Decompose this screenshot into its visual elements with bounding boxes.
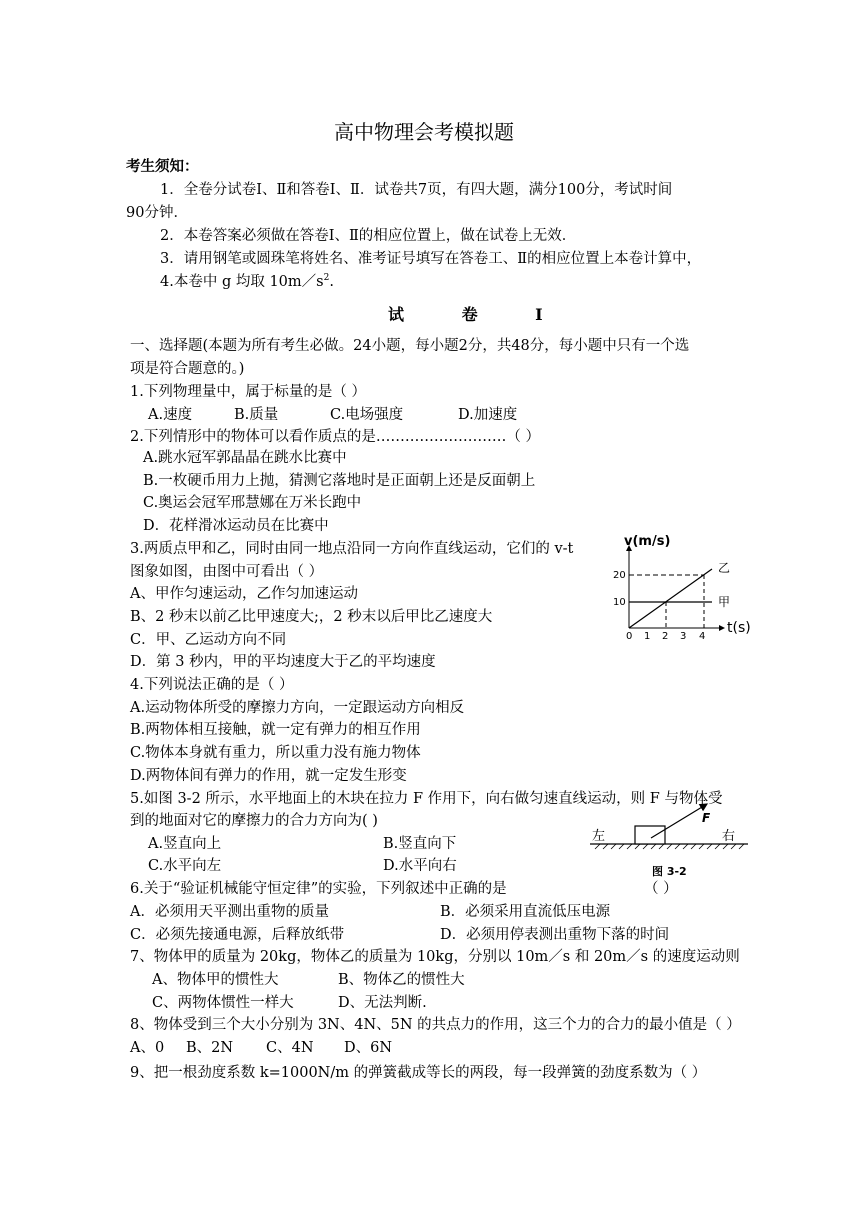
q4-option-c: C.物体本身就有重力，所以重力没有施力物体 xyxy=(130,745,421,761)
notice-line-4-text: 4.本卷中 g 均取 10m／s xyxy=(160,274,324,290)
vt-label-yi: 乙 xyxy=(718,561,731,575)
q6-option-d: D．必须用停表测出重物下落的时间 xyxy=(440,927,670,943)
q4-option-b: B.两物体相互接触，就一定有弹力的相互作用 xyxy=(130,722,421,738)
q1-option-b: B.质量 xyxy=(234,407,279,423)
q3-option-b: B、2 秒末以前乙比甲速度大;，2 秒末以后甲比乙速度大 xyxy=(130,609,493,625)
notice-line-4 xyxy=(160,270,334,291)
q8-option-a: A、0 xyxy=(130,1040,165,1056)
q3-stem-line-1: 3.两质点甲和乙，同时由同一地点沿同一方向作直线运动，它们的 v-t xyxy=(130,541,574,557)
label-right: 右 xyxy=(722,829,736,844)
q6-option-a: A．必须用天平测出重物的质量 xyxy=(130,904,329,920)
q5-option-a: A.竖直向上 xyxy=(148,836,222,852)
vt-line-yi xyxy=(629,569,712,628)
q1-option-a: A.速度 xyxy=(148,407,193,423)
q8-stem: 8、物体受到三个大小分别为 3N、4N、5N 的共点力的作用，这三个力的合力的最小值是（ ） xyxy=(130,1017,741,1033)
page-title: 高中物理会考模拟题 xyxy=(334,120,514,144)
q6-answer-paren: （ ） xyxy=(644,881,678,897)
section-intro-line-2: 项是符合题意的。) xyxy=(130,361,245,377)
q3-option-c: C．甲、乙运动方向不同 xyxy=(130,632,287,648)
vt-graph-figure xyxy=(600,528,770,648)
q7-option-d: D、无法判断. xyxy=(338,995,427,1011)
q5-option-b: B.竖直向下 xyxy=(383,836,457,852)
q3-option-d: D．第 3 秒内，甲的平均速度大于乙的平均速度 xyxy=(130,654,436,670)
q7-option-c: C、两物体惯性一样大 xyxy=(152,995,294,1011)
q5-stem-line-1: 5.如图 3-2 所示，水平地面上的木块在拉力 F 作用下，向右做匀速直线运动，则 F 与物体受 xyxy=(130,791,723,807)
q3-stem-line-2: 图象如图，由图中可看出（ ） xyxy=(130,564,324,580)
notice-line-3: 3．请用钢笔或圆珠笔将姓名、准考证号填写在答卷工、Ⅱ的相应位置上本卷计算中， xyxy=(160,251,702,267)
q7-option-a: A、物体甲的惯性大 xyxy=(152,972,279,988)
q1-option-c: C.电场强度 xyxy=(330,407,404,423)
figure-3-2 xyxy=(585,800,755,880)
q2-option-a: A.跳水冠军郭晶晶在跳水比赛中 xyxy=(143,450,347,466)
notice-line-2: 2．本卷答案必须做在答卷Ⅰ、Ⅱ的相应位置上，做在试卷上无效． xyxy=(160,228,577,244)
vt-x-tick-0: 0 xyxy=(626,631,633,642)
wooden-block xyxy=(635,826,665,844)
vt-y-axis-label: v(m/s) xyxy=(624,534,671,549)
figure-caption: 图 3-2 xyxy=(652,865,687,878)
notice-line-1: 1．全卷分试卷Ⅰ、Ⅱ和答卷Ⅰ、Ⅱ．试卷共7页，有四大题，满分100分，考试时间 xyxy=(160,182,673,198)
section-intro-line-1: 一、选择题(本题为所有考生必做。24小题，每小题2分，共48分，每小题中只有一个选 xyxy=(130,338,690,354)
q6-option-c: C．必须先接通电源，后释放纸带 xyxy=(130,927,345,943)
q8-option-d: D、6N xyxy=(344,1040,393,1056)
q2-option-d: D．花样滑冰运动员在比赛中 xyxy=(143,518,329,534)
q6-stem: 6.关于“验证机械能守恒定律”的实验，下列叙述中正确的是 xyxy=(130,881,507,897)
q3-option-a: A、甲作匀速运动，乙作匀加速运动 xyxy=(130,586,358,602)
q2-stem: 2.下列情形中的物体可以看作质点的是………………………（ ） xyxy=(130,429,540,445)
vt-label-jia: 甲 xyxy=(718,595,731,609)
q9-stem: 9、把一根劲度系数 k=1000N/m 的弹簧截成等长的两段，每一段弹簧的劲度系数为（ ） xyxy=(130,1065,707,1081)
q7-option-b: B、物体乙的惯性大 xyxy=(338,972,465,988)
q5-option-d: D.水平向右 xyxy=(383,858,457,874)
q4-option-d: D.两物体间有弹力的作用，就一定发生形变 xyxy=(130,768,407,784)
notice-line-1-cont: 90分钟． xyxy=(126,205,188,221)
force-arrow xyxy=(651,804,707,838)
vt-x-axis-label: t(s) xyxy=(727,620,751,636)
q1-option-d: D.加速度 xyxy=(458,407,518,423)
notice-line-4-end: . xyxy=(329,274,334,290)
label-left: 左 xyxy=(592,829,606,844)
notice-line-4-exponent: 2 xyxy=(323,273,330,284)
q8-option-c: C、4N xyxy=(266,1040,314,1056)
vt-x-tick-4: 4 xyxy=(699,631,706,642)
section-title: 试 卷 Ⅰ xyxy=(388,305,569,324)
q2-option-c: C.奥运会冠军邢慧娜在万米长跑中 xyxy=(143,495,362,511)
q4-stem: 4.下列说法正确的是（ ） xyxy=(130,677,294,693)
vt-x-tick-1: 1 xyxy=(644,631,651,642)
q7-stem: 7、物体甲的质量为 20kg，物体乙的质量为 10kg，分别以 10m／s 和 20m／s 的速度运动则 xyxy=(130,949,740,965)
q2-option-b: B.一枚硬币用力上抛，猜测它落地时是正面朝上还是反面朝上 xyxy=(143,473,536,489)
vt-y-tick-10: 10 xyxy=(613,597,626,608)
vt-x-tick-2: 2 xyxy=(662,631,669,642)
q1-stem: 1.下列物理量中，属于标量的是（ ） xyxy=(130,384,366,400)
q6-option-b: B．必须采用直流低压电源 xyxy=(440,904,611,920)
q4-option-a: A.运动物体所受的摩擦力方向，一定跟运动方向相反 xyxy=(130,700,465,716)
force-label: F xyxy=(702,811,711,825)
q5-stem-line-2: 到的地面对它的摩擦力的合力方向为( ) xyxy=(130,813,378,829)
ground-hatching xyxy=(595,844,744,849)
notice-heading: 考生须知： xyxy=(126,158,199,175)
q8-option-b: B、2N xyxy=(186,1040,234,1056)
vt-y-tick-20: 20 xyxy=(613,570,626,581)
vt-x-tick-3: 3 xyxy=(680,631,687,642)
q5-option-c: C.水平向左 xyxy=(148,858,222,874)
